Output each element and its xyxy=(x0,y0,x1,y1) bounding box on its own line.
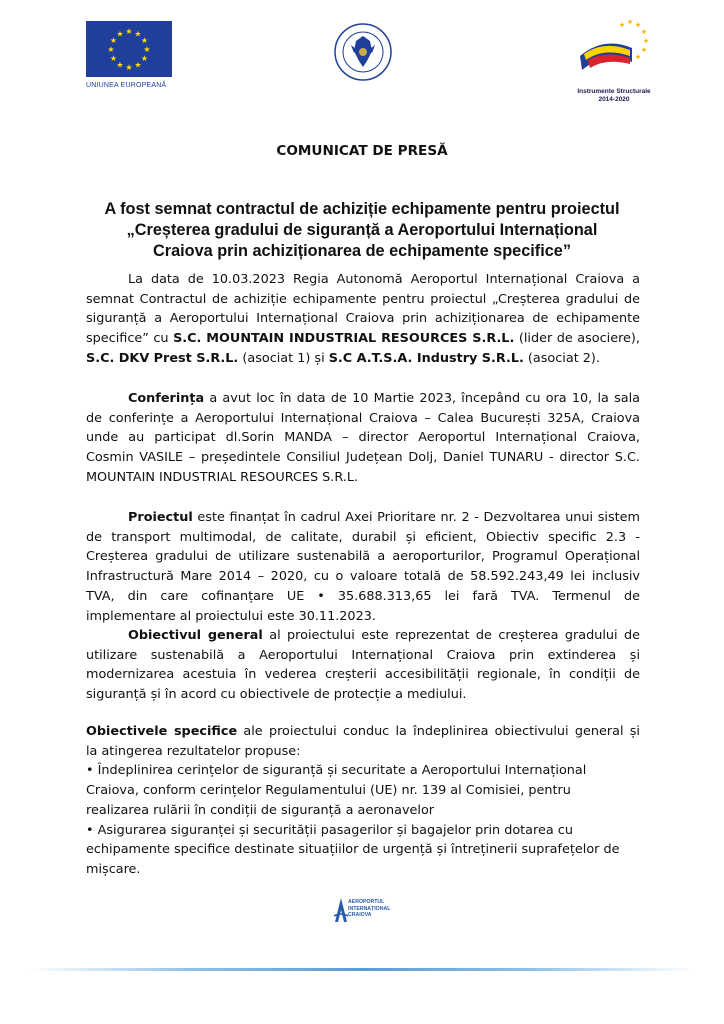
company-name: S.C A.T.S.A. Industry S.R.L. xyxy=(328,350,524,366)
eu-flag-icon xyxy=(86,21,172,77)
paragraph-lead: Conferința xyxy=(128,391,205,406)
document-title xyxy=(72,199,652,262)
paragraph-general-objective xyxy=(86,626,640,705)
paragraph-lead: Obiectivul general xyxy=(128,628,263,643)
title-line: A fost semnat contractul de achiziție echipamente pentru proiectul xyxy=(104,200,620,218)
paragraph-project xyxy=(86,508,640,626)
text-line: MOUNTAIN INDUSTRIAL RESOURCES S.R.L. xyxy=(86,469,359,485)
text-segment: ale proiectului conduc la îndeplinirea obiectivului general și xyxy=(237,724,640,739)
footer-divider xyxy=(28,968,696,971)
bullet-line: Craiova, conform cerințelor Regulamentului (UE) nr. 139 al Comisiei, pentru xyxy=(86,783,571,799)
eu-logo xyxy=(86,21,174,89)
text-line xyxy=(86,270,640,290)
svg-text:★: ★ xyxy=(640,46,648,54)
paragraph-conference xyxy=(86,389,640,488)
eu-caption: UNIUNEA EUROPEANĂ xyxy=(86,82,167,89)
structural-instruments-title: Instrumente Structurale xyxy=(577,88,651,95)
text-line xyxy=(86,626,640,646)
text-line: utilizare sustenabilă a Aeroportului Internațional Craiova prin extinderea și xyxy=(86,647,640,663)
text-segment: al proiectului este reprezentat de creșterea gradului de xyxy=(262,628,640,643)
svg-text:★: ★ xyxy=(634,53,642,61)
structural-instruments-icon xyxy=(574,14,654,84)
text-line: Creșterea gradului de utilizare sustenabilă a aeroporturilor, Programul Operațional xyxy=(86,549,640,565)
svg-text:★: ★ xyxy=(618,21,626,29)
press-release-heading: COMUNICAT DE PRESĂ xyxy=(276,143,448,159)
structural-instruments-caption xyxy=(574,88,654,104)
text-line xyxy=(86,349,640,369)
title-line: „Creșterea gradului de siguranță a Aeroportului Internațional xyxy=(126,221,598,239)
svg-text:★: ★ xyxy=(140,54,149,63)
airport-logo-text xyxy=(348,899,390,919)
text-line xyxy=(86,508,640,528)
svg-text:★: ★ xyxy=(642,37,650,45)
svg-text:★: ★ xyxy=(640,28,648,36)
svg-text:★: ★ xyxy=(140,36,149,45)
text-line: Cosmin VASILE – președintele Consiliul Județean Dolj, Daniel TUNARU - director S.C. xyxy=(86,450,640,466)
title-line: Craiova prin achiziționarea de echipamente specifice” xyxy=(152,242,572,260)
structural-instruments-logo xyxy=(574,14,654,104)
svg-text:★: ★ xyxy=(109,36,118,45)
svg-text:★: ★ xyxy=(143,45,151,54)
text-segment: La data de 10.03.2023 Regia Autonomă Aeroportul Internațional Craiova a xyxy=(128,272,640,287)
bullet-line: • Îndeplinirea cerințelor de siguranță și securitate a Aeroportului Internațional xyxy=(86,763,587,779)
government-seal-icon xyxy=(334,23,392,81)
paragraph-lead: Obiectivele specifice xyxy=(86,724,238,739)
text-segment: specifice” cu xyxy=(86,331,174,347)
text-line: modernizarea acestuia în vederea creșterii accesibilității regionale, în condiții de xyxy=(86,667,640,683)
text-segment: (lider de asociere), xyxy=(514,331,640,347)
bullet-line: mișcare. xyxy=(86,861,141,877)
bullet-line: • Asigurarea siguranței și securității pasagerilor și bagajelor prin dotarea cu xyxy=(86,822,573,838)
text-line: de conferințe a Aeroportului Internațional Craiova – Calea București 325A, Craiova xyxy=(86,410,640,426)
airport-logo-line: CRAIOVA xyxy=(348,912,372,918)
text-line: Infrastructură Mare 2014 – 2020, cu o valoare totală de 58.592.243,49 lei inclusiv xyxy=(86,569,640,585)
bullet-line: realizarea rulării în condiții de siguranță a aeronavelor xyxy=(86,802,435,818)
svg-text:★: ★ xyxy=(125,63,133,72)
text-line: implementare al proiectului este 30.11.2023. xyxy=(86,608,376,624)
text-line: la atingerea rezultatelor propuse: xyxy=(86,743,301,759)
svg-text:★: ★ xyxy=(116,60,124,70)
airport-icon xyxy=(333,896,349,926)
svg-text:★: ★ xyxy=(626,18,634,26)
airport-logo-line: AEROPORTUL xyxy=(348,899,385,905)
svg-text:★: ★ xyxy=(134,60,142,70)
structural-instruments-years: 2014-2020 xyxy=(598,96,630,103)
text-segment: a avut loc în data de 10 Martie 2023, începând cu ora 10, la sala xyxy=(204,391,640,406)
text-line xyxy=(86,329,640,349)
bullet-line: echipamente specifice destinate situațiilor de urgență și întreținerii suprafețelor de xyxy=(86,842,620,858)
text-line xyxy=(86,722,640,742)
text-line: semnat Contractul de achiziție echipamente pentru proiectul „Creșterea gradului de xyxy=(86,291,640,307)
svg-text:★: ★ xyxy=(634,21,642,29)
svg-text:★: ★ xyxy=(116,29,124,39)
text-segment: (asociat 1) și xyxy=(238,350,329,366)
text-line: unde au participat dl.Sorin MANDA – director Aeroportul Internațional Craiova, xyxy=(86,430,640,446)
text-line xyxy=(86,389,640,409)
text-line: de transport multimodal, de calitate, durabil și eficient, Obiectiv specific 2.3 - xyxy=(86,529,640,545)
text-segment: este finanțat în cadrul Axei Prioritare nr. 2 - Dezvoltarea unui sistem xyxy=(192,510,640,525)
svg-text:★: ★ xyxy=(107,45,115,54)
text-line: siguranță și în acord cu obiectivele de protecție a mediului. xyxy=(86,687,467,703)
svg-text:★: ★ xyxy=(125,27,133,36)
paragraph-specific-objectives xyxy=(86,722,640,880)
text-line: TVA, din care cofinanțare UE • 35.688.313,65 lei fară TVA. Termenul de xyxy=(86,588,640,604)
paragraph-lead: Proiectul xyxy=(128,510,193,525)
airport-logo-line: INTERNAȚIONAL xyxy=(348,905,391,912)
svg-text:★: ★ xyxy=(134,29,142,39)
text-line: siguranță a Aeroportului Internațional Craiova prin achiziționarea de echipamente xyxy=(86,311,640,327)
paragraph-contract xyxy=(86,270,640,369)
svg-text:★: ★ xyxy=(109,54,118,63)
company-name: S.C. DKV Prest S.R.L. xyxy=(86,350,239,366)
text-segment: (asociat 2). xyxy=(523,350,600,366)
company-name: S.C. MOUNTAIN INDUSTRIAL RESOURCES S.R.L. xyxy=(173,331,515,347)
